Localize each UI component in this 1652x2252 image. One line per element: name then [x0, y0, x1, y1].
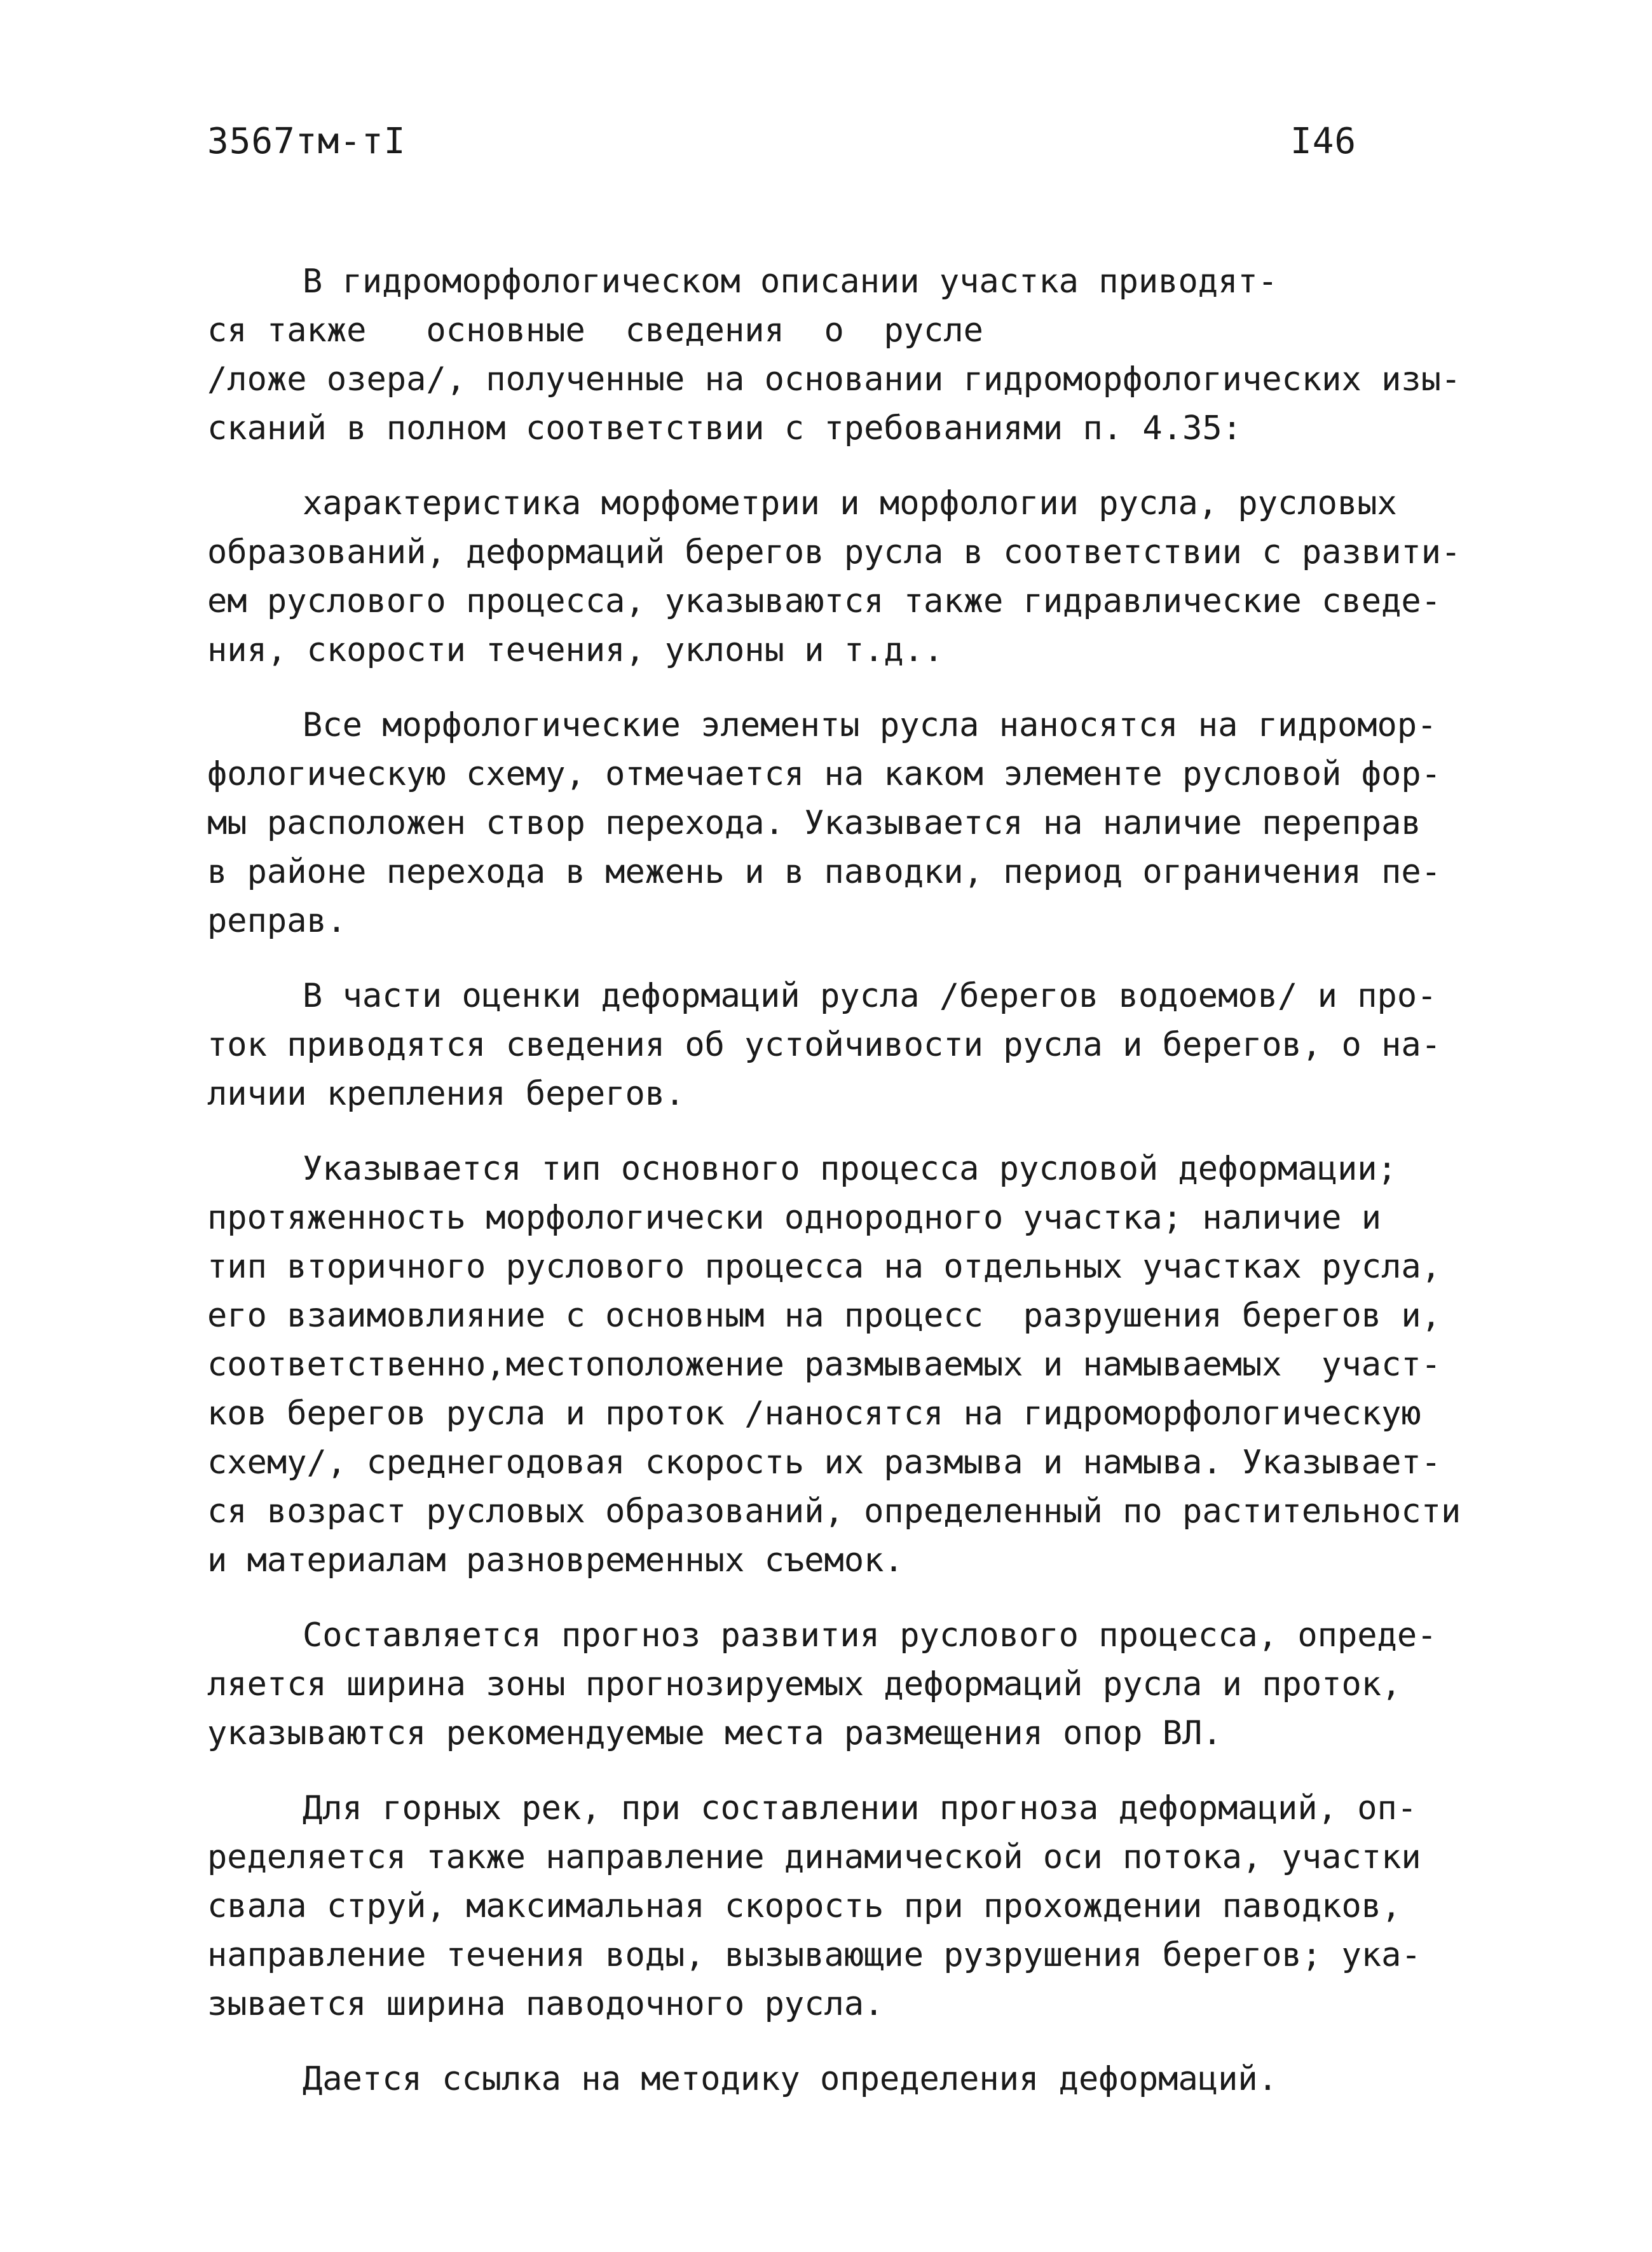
paragraph-7 [207, 1784, 1447, 2029]
text-line: Составляется прогноз развития руслового процесса, опреде- [303, 1616, 1437, 1655]
text-line: указываются рекомендуемые места размещения опор ВЛ. [207, 1714, 1222, 1752]
paragraph-5 [207, 1145, 1461, 1585]
text-line: в районе перехода в межень и в паводки, период ограничения пе- [207, 853, 1442, 891]
document-code: 3567тм-тI [207, 121, 406, 162]
text-line: В гидроморфологическом описании участка приводят- [303, 263, 1278, 301]
paragraph-3 [207, 701, 1447, 946]
page-number: I46 [1290, 121, 1357, 162]
text-line: ся возраст русловых образований, определенный по растительности [207, 1492, 1461, 1531]
text-line: Для горных рек, при составлении прогноза деформаций, оп- [303, 1789, 1417, 1827]
text-line: характеристика морфометрии и морфологии русла, русловых [303, 484, 1397, 522]
paragraph-8 [207, 2055, 1447, 2104]
text-line: Указывается тип основного процесса русловой деформации; [303, 1150, 1397, 1188]
text-line: В части оценки деформаций русла /берегов водоемов/ и про- [303, 977, 1437, 1015]
paragraph-2 [207, 479, 1461, 675]
body-text [207, 257, 1461, 2130]
text-line: Дается ссылка на методику определения деформаций. [303, 2060, 1278, 2098]
text-line: ся также основные сведения о русле [207, 311, 983, 350]
text-line: свала струй, максимальная скорость при прохождении паводков, [207, 1887, 1402, 1925]
text-line: ределяется также направление динамической оси потока, участки [207, 1838, 1421, 1876]
text-line: /ложе озера/, полученные на основании гидроморфологических изы- [207, 360, 1461, 399]
text-line: реправ. [207, 902, 347, 940]
text-line: ния, скорости течения, уклоны и т.д.. [207, 631, 944, 669]
text-line: направление течения воды, вызывающие рузрушения берегов; ука- [207, 1936, 1421, 1974]
text-line: ем руслового процесса, указываются также гидравлические сведе- [207, 582, 1442, 620]
text-line: фологическую схему, отмечается на каком элементе русловой фор- [207, 755, 1442, 793]
paragraph-6 [207, 1611, 1447, 1758]
text-line: мы расположен створ перехода. Указывается на наличие переправ [207, 804, 1421, 842]
text-line: личии крепления берегов. [207, 1075, 685, 1113]
text-line: зывается ширина паводочного русла. [207, 1985, 884, 2023]
text-line: соответственно,местоположение размываемых и намываемых участ- [207, 1346, 1442, 1384]
text-line: ков берегов русла и проток /наносятся на гидроморфологическую [207, 1395, 1421, 1433]
text-line: сканий в полном соответствии с требованиями п. 4.35: [207, 409, 1242, 447]
paragraph-1 [207, 257, 1461, 453]
text-line: Все морфологические элементы русла наносятся на гидромор- [303, 706, 1437, 744]
text-line: ток приводятся сведения об устойчивости русла и берегов, о на- [207, 1026, 1442, 1064]
text-line: его взаимовлияние с основным на процесс разрушения берегов и, [207, 1297, 1442, 1335]
paragraph-4 [207, 972, 1447, 1119]
text-line: образований, деформаций берегов русла в соответствии с развити- [207, 533, 1461, 571]
text-line: протяженность морфологически однородного участка; наличие и [207, 1199, 1382, 1237]
text-line: ляется ширина зоны прогнозируемых деформаций русла и проток, [207, 1665, 1402, 1703]
text-line: тип вторичного руслового процесса на отдельных участках русла, [207, 1248, 1442, 1286]
text-line: схему/, среднегодовая скорость их размыва и намыва. Указывает- [207, 1443, 1442, 1482]
text-line: и материалам разновременных съемок. [207, 1541, 904, 1580]
